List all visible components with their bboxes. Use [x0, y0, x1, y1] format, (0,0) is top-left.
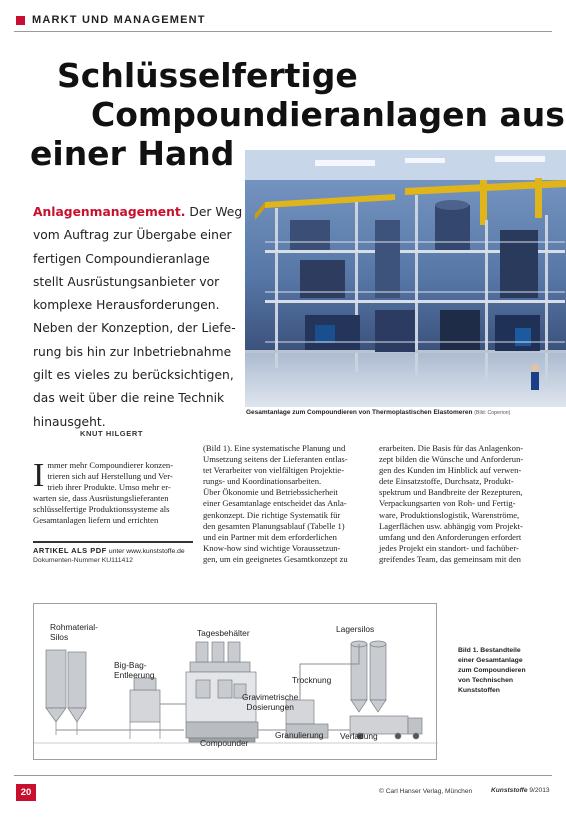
label-bigbag-line-1: Big-Bag- [114, 660, 147, 670]
label-compounder: Compounder [200, 738, 249, 748]
body-line: umfang und den Anforderungen erfordert [379, 531, 522, 542]
issue-number: 9/2013 [529, 787, 550, 794]
section-label: MARKT UND MANAGEMENT [32, 14, 206, 26]
body-line: rungs- und Koordinationsarbeiten. [203, 476, 322, 487]
lead-line: Neben der Konzeption, der Liefe- [33, 321, 236, 336]
lead-line: komplexe Herausforderungen. [33, 298, 220, 313]
lead-line: gilt es vieles zu berücksichtigen, [33, 368, 234, 383]
body-line: Know-how sind wichtige Voraussetzun- [203, 542, 341, 553]
label-bigbag-line-2: Entleerung [114, 670, 155, 680]
body-line: zept bilden die Wünsche und Anforderun- [379, 454, 524, 465]
headline-line-1: Schlüsselfertige [57, 56, 358, 95]
lead-kicker: Anlagenmanagement [33, 205, 181, 219]
label-tagesbehaelter: Tagesbehälter [197, 628, 250, 638]
body-line: trieren sich auf Herstellung und Ver- [47, 471, 173, 482]
lead-paragraph [33, 201, 245, 434]
body-line: Gesamtanlagen liefern und errichten [33, 515, 159, 526]
figure-caption-line: Bild 1. Bestandteile [458, 647, 521, 654]
plant-diagram [33, 603, 437, 760]
label-lagersilos: Lagersilos [336, 624, 375, 634]
body-line: spektrum und Bandbreite der Rezepturen, [379, 487, 523, 498]
author-byline: KNUT HILGERT [80, 429, 144, 438]
figure-caption-line: zum Compoundieren [458, 667, 526, 674]
body-line: Lagerflächen usw. abhängig vom Projekt- [379, 520, 523, 531]
body-line: warten sie, dass Ausrüstungslieferanten [33, 493, 169, 504]
photo-credit: (Bild: Coperion) [474, 410, 511, 416]
lead-line: vom Auftrag zur Übergabe einer [33, 228, 232, 243]
lead-line: fertigen Compoundieranlage [33, 251, 210, 266]
body-line: gen des Kunden im Hinblick auf verwen- [379, 465, 522, 476]
pdf-heading [33, 546, 193, 555]
body-column-1 [33, 457, 193, 527]
body-line: Umsetzung seitens der Lieferanten entlas- [203, 454, 348, 465]
lead-kicker-end: . [180, 205, 186, 219]
body-line: jedes Projekt ein standort- und fachüber- [379, 542, 519, 553]
body-line: genkonzept. Die richtige Systematik für [203, 509, 341, 520]
body-line: Verpackungsarten von Roh- und Fertig- [379, 498, 516, 509]
lead-line: rung bis hin zur Inbetriebnahme [33, 344, 232, 359]
pdf-label: ARTIKEL ALS PDF [33, 546, 107, 555]
body-line: trieb ihrer Produkte. Umso mehr er- [47, 482, 171, 493]
body-column-3 [379, 443, 545, 565]
headline-line-3: einer Hand [30, 134, 235, 173]
photo-caption-text: Gesamtanlage zum Compoundieren von Thermoplastischen Elastomeren [246, 409, 473, 416]
section-marker [16, 16, 25, 25]
label-grav-line-2: Dosierungen [246, 702, 294, 712]
label-gravimetrische-dosierungen [242, 692, 298, 712]
body-line: erarbeiten. Die Basis für das Anlagenkon- [379, 443, 524, 453]
lead-line: hinausgeht. [33, 414, 106, 429]
magazine-issue [491, 787, 550, 794]
dropcap: I [33, 457, 45, 494]
label-granulierung: Granulierung [275, 730, 324, 740]
body-line: schlüsselfertige Produktionssysteme als [33, 504, 170, 515]
figure-caption-line: einer Gesamtanlage [458, 657, 523, 664]
pdf-doc-number: Dokumenten-Nummer KU111412 [33, 557, 133, 564]
body-line: den gesamten Planungsablauf (Tabelle 1) [203, 520, 345, 531]
magazine-name: Kunststoffe [491, 787, 528, 794]
label-trocknung: Trocknung [292, 675, 332, 685]
figure-caption-line: Kunststoffen [458, 687, 500, 694]
lead-text: Der Weg [185, 205, 243, 219]
figure-caption-line: von Technischen [458, 677, 514, 684]
lead-line [33, 201, 245, 224]
lead-line: stellt Ausrüstungsanbieter vor [33, 274, 220, 289]
body-line: Über Ökonomie und Betriebssicherheit [203, 487, 338, 498]
body-column-2 [203, 443, 366, 565]
body-line: gen, um ein geeignetes Gesamtkonzept zu [203, 553, 348, 564]
body-line: greifendes Team, das gemeinsam mit den [379, 553, 521, 564]
plant-photo [245, 150, 566, 407]
label-big-bag [114, 660, 155, 680]
body-line: einer Gesamtanlage entscheidet das Anla- [203, 498, 347, 509]
section-header [16, 14, 206, 26]
label-verladung: Verladung [340, 731, 378, 741]
footer-rule [14, 775, 552, 776]
pdf-url-link[interactable]: unter www.kunststoffe.de [108, 548, 185, 555]
page-number: 20 [16, 784, 36, 801]
body-line: mmer mehr Compoundierer konzen- [47, 460, 174, 470]
body-line: ware, Produktionslogistik, Warenströme, [379, 509, 520, 520]
lead-line: das weit über die reine Technik [33, 391, 225, 406]
label-rohmaterial-line-2: Silos [50, 632, 69, 642]
figure-caption [458, 646, 538, 696]
headline-line-2: Compoundieranlagen aus [91, 95, 565, 134]
article-pdf-box [33, 541, 193, 564]
header-rule [14, 31, 552, 32]
body-line: dete Einsatzstoffe, Durchsatz, Produkt- [379, 476, 514, 487]
body-line: und ein Partner mit dem erforderlichen [203, 531, 337, 542]
publisher-credit: © Carl Hanser Verlag, München [379, 788, 473, 795]
body-line: tet Verarbeiter von vielfältigen Projektie- [203, 465, 345, 476]
photo-caption [246, 409, 566, 416]
label-grav-line-1: Gravimetrische [242, 692, 299, 702]
label-rohmaterial-line-1: Rohmaterial- [50, 622, 98, 632]
body-line: (Bild 1). Eine systematische Planung und [203, 443, 346, 453]
label-rohmaterial-silos [50, 622, 98, 642]
